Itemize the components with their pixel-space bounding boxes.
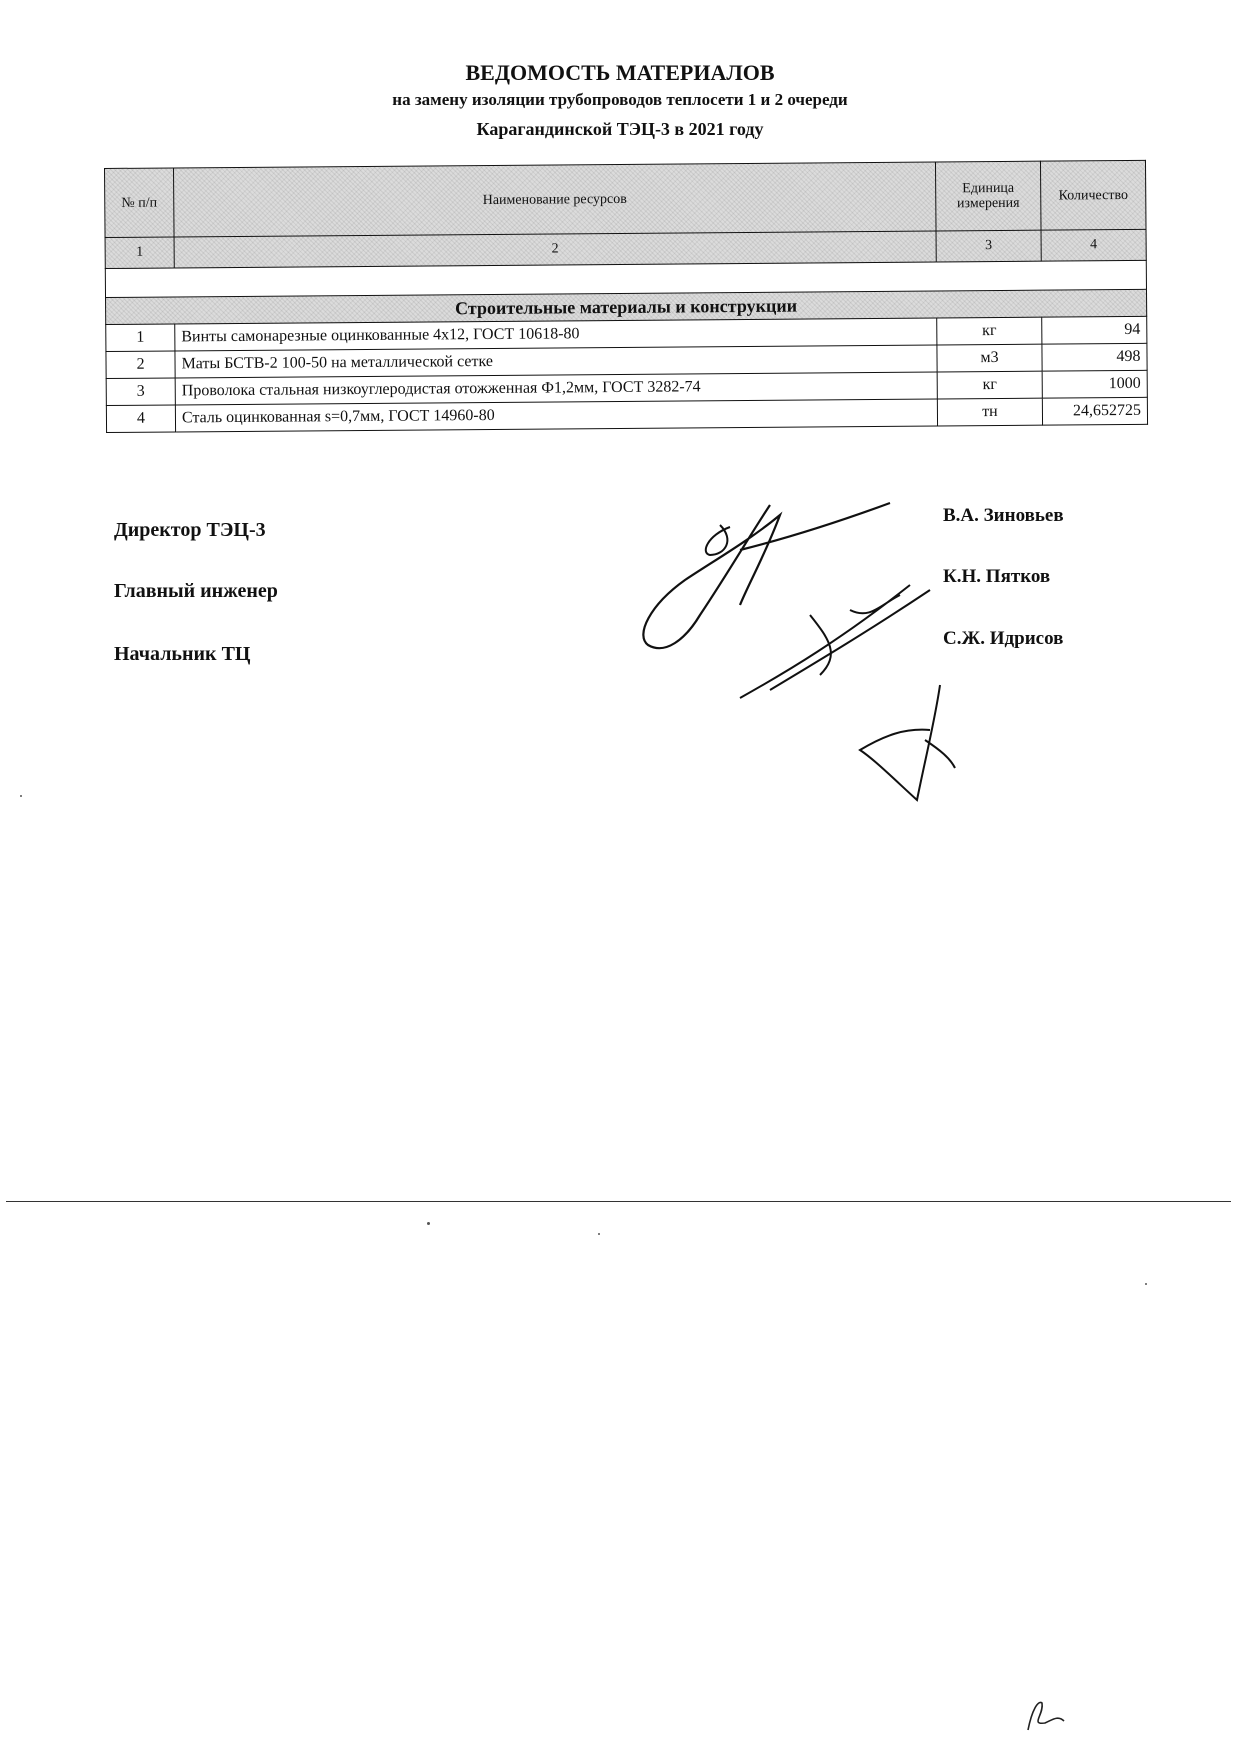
column-number: 4 [1041, 229, 1146, 261]
row-qty: 94 [1042, 316, 1147, 344]
signatory-role: Директор ТЭЦ-3 [114, 519, 266, 541]
row-qty: 498 [1042, 343, 1147, 371]
row-unit: кг [937, 371, 1042, 399]
column-number: 3 [936, 230, 1041, 262]
signatory-role: Главный инженер [114, 580, 278, 602]
materials-table [104, 160, 1148, 433]
section-title: Строительные материалы и конструкции [106, 289, 1147, 324]
row-unit: кг [937, 317, 1042, 345]
row-name: Сталь оцинкованная s=0,7мм, ГОСТ 14960-80 [175, 399, 937, 432]
signatory-name: К.Н. Пятков [943, 566, 1051, 587]
row-unit: тн [937, 398, 1042, 426]
document-subtitle-line2: Карагандинской ТЭЦ-3 в 2021 году [476, 119, 764, 139]
row-unit: м3 [937, 344, 1042, 372]
document-title: ВЕДОМОСТЬ МАТЕРИАЛОВ [465, 60, 775, 85]
row-name: Проволока стальная низкоуглеродистая отожженная Ф1,2мм, ГОСТ 3282-74 [175, 372, 937, 405]
signature-idrisov-icon [855, 680, 965, 810]
row-num: 1 [106, 324, 175, 352]
row-name: Маты БСТВ-2 100-50 на металлической сетке [175, 345, 937, 378]
scan-speck [598, 1233, 600, 1235]
row-num: 2 [106, 351, 175, 379]
scan-speck [427, 1222, 430, 1225]
page-divider [6, 1201, 1231, 1202]
row-name: Винты самонарезные оцинкованные 4х12, ГОСТ 10618-80 [175, 318, 937, 351]
scan-speck [1145, 1283, 1147, 1285]
scan-speck [20, 795, 22, 797]
column-number: 1 [105, 237, 174, 269]
header-qty: Количество [1040, 160, 1146, 230]
document-subtitle-line1: на замену изоляции трубопроводов теплосети 1 и 2 очереди [392, 90, 848, 109]
header-unit: Единица измерения [935, 161, 1041, 231]
header-num: № п/п [105, 168, 175, 238]
signatory-name: В.А. Зиновьев [943, 505, 1064, 526]
table-header-row [105, 160, 1147, 237]
column-number: 2 [174, 231, 936, 268]
row-num: 3 [106, 378, 175, 406]
signatory-role: Начальник ТЦ [114, 643, 251, 665]
signatory-name: С.Ж. Идрисов [943, 628, 1064, 649]
row-qty: 24,652725 [1042, 397, 1147, 425]
row-qty: 1000 [1042, 370, 1147, 398]
row-num: 4 [106, 405, 175, 433]
header-name: Наименование ресурсов [174, 162, 937, 237]
page-initials-icon [1020, 1695, 1070, 1735]
